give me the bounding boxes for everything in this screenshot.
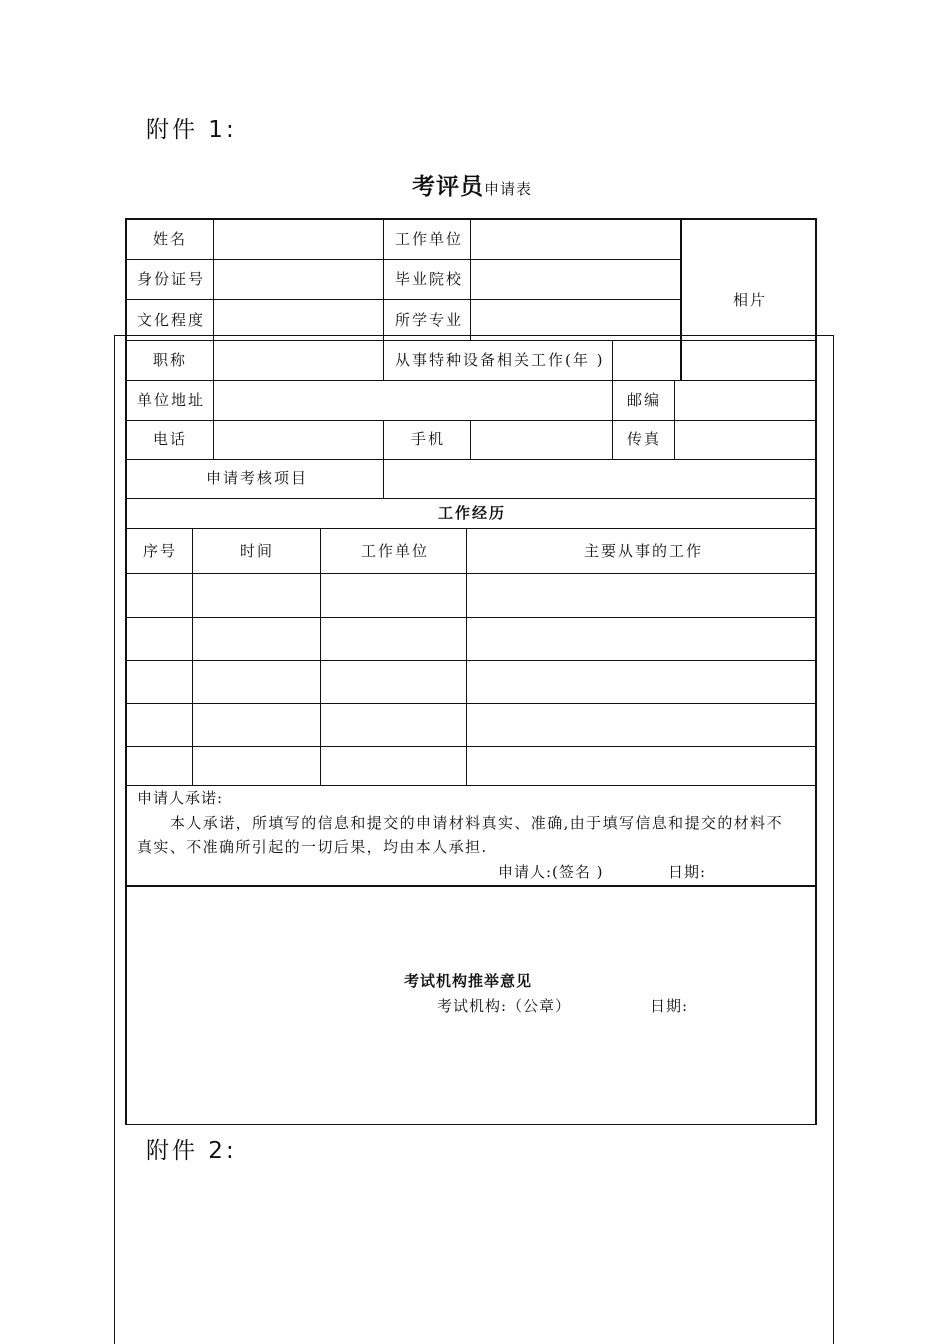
postcode-field[interactable]: [675, 381, 814, 419]
label-postcode: 邮编: [627, 391, 662, 409]
apply-items-field[interactable]: [384, 460, 814, 497]
years-field[interactable]: [613, 341, 679, 379]
grid-line: [383, 220, 384, 380]
form-title-sub: 申请表: [484, 180, 533, 198]
pledge-line-1: 本人承诺，所填写的信息和提交的申请材料真实、准确,由于填写信息和提交的材料不: [170, 814, 783, 832]
col-header-work-unit: 工作单位: [361, 542, 430, 560]
table-row[interactable]: [127, 574, 815, 616]
work-unit-field[interactable]: [471, 220, 679, 259]
recommend-org: 考试机构:（公章）: [437, 997, 572, 1015]
pledge-line-2: 真实、不准确所引起的一切后果，均由本人承担.: [137, 838, 488, 856]
label-education: 文化程度: [137, 311, 206, 329]
table-row[interactable]: [127, 747, 815, 784]
label-major: 所学专业: [395, 311, 464, 329]
form-border-bottom: [125, 1124, 817, 1125]
recommend-title: 考试机构推举意见: [404, 972, 533, 990]
major-field[interactable]: [471, 300, 679, 339]
table-row[interactable]: [127, 661, 815, 702]
school-field[interactable]: [471, 260, 679, 299]
photo-box[interactable]: [682, 220, 814, 339]
grid-line: [127, 885, 815, 887]
page2-box-left: [114, 335, 115, 1344]
form-border-right: [815, 218, 817, 1125]
table-row[interactable]: [127, 618, 815, 659]
work-history-title: 工作经历: [438, 504, 507, 522]
pledge-heading: 申请人承诺:: [137, 789, 224, 807]
form-title-main: 考评员: [412, 173, 484, 200]
pledge-date: 日期:: [668, 863, 707, 881]
education-field[interactable]: [214, 300, 382, 339]
grid-line: [127, 785, 815, 786]
label-years: 从事特种设备相关工作(年 ): [395, 351, 605, 369]
label-mobile: 手机: [411, 430, 446, 448]
grid-line: [127, 528, 815, 529]
col-header-time: 时间: [240, 542, 275, 560]
phone-field[interactable]: [214, 421, 382, 458]
col-header-no: 序号: [143, 542, 178, 560]
address-field[interactable]: [214, 381, 611, 419]
label-id-number: 身份证号: [137, 270, 206, 288]
table-row[interactable]: [127, 704, 815, 745]
name-field[interactable]: [214, 220, 382, 259]
label-fax: 传真: [627, 430, 662, 448]
form-title: [412, 168, 532, 201]
attachment-2-heading: 附件 2:: [146, 1138, 237, 1164]
label-apply-items: 申请考核项目: [206, 469, 309, 487]
label-phone: 电话: [153, 430, 188, 448]
col-header-main-work: 主要从事的工作: [584, 542, 704, 560]
label-school: 毕业院校: [395, 270, 464, 288]
pledge-signature: 申请人:(签名 ): [498, 863, 604, 881]
fax-field[interactable]: [675, 421, 814, 458]
recommend-date: 日期:: [650, 997, 689, 1015]
label-name: 姓名: [153, 230, 188, 248]
label-work-unit: 工作单位: [395, 230, 464, 248]
id-number-field[interactable]: [214, 260, 382, 299]
page2-box-right: [833, 335, 834, 1344]
grid-line: [127, 498, 815, 499]
label-address: 单位地址: [137, 391, 206, 409]
mobile-field[interactable]: [471, 421, 611, 458]
title-field[interactable]: [214, 341, 382, 379]
label-title: 职称: [153, 351, 188, 369]
attachment-1-heading: 附件 1:: [146, 117, 237, 143]
label-photo: 相片: [733, 291, 768, 309]
